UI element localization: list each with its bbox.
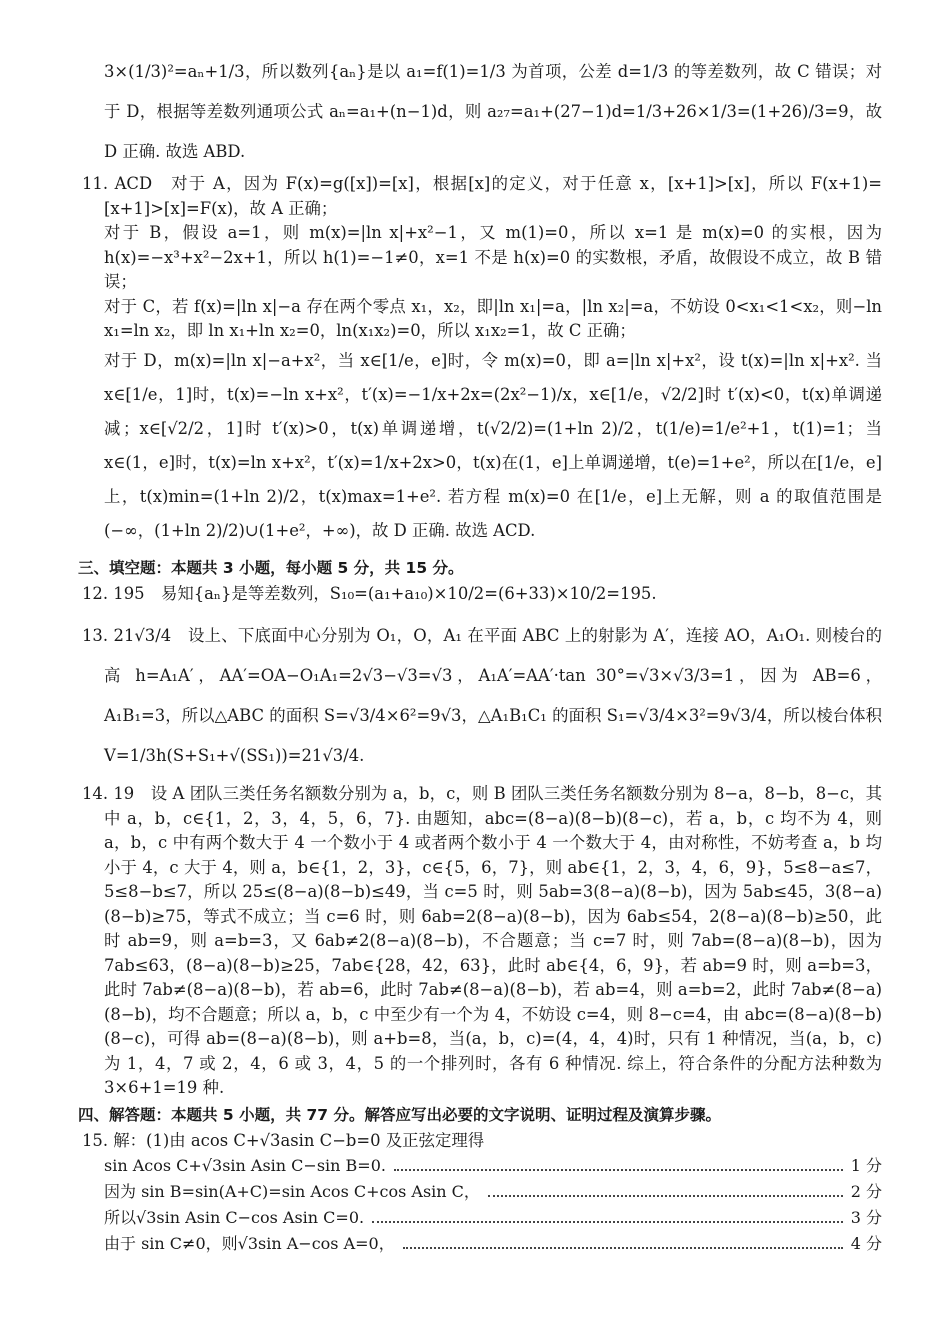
dot-leader: [372, 1221, 843, 1223]
score-line-text: 所以√3sin Asin C−cos Asin C=0.: [104, 1208, 365, 1227]
q15-intro: 15. 解：(1)由 acos C+√3asin C−b=0 及正弦定理得: [82, 1130, 485, 1150]
score-line-text: 由于 sin C≠0，则√3sin A−cos A=0，: [104, 1234, 395, 1253]
dot-leader: [394, 1169, 843, 1171]
score-points: 4 分: [850, 1234, 882, 1253]
score-line: [82, 1153, 882, 1179]
q13-solution: 13. 21√3/4 设上、下底面中心分别为 O₁，O，A₁ 在平面 ABC 上的射影为 A′，连接 AO，A₁O₁. 则棱台的高 h=A₁A′，AA′=OA−O₁A₁=2√3−√3=√3，A₁A′=AA′·tan 30°=√3×√3/3=1，因为 AB=6，A₁B₁=3，所以△ABC 的面积 S=√3/4×6²=9√3，△A₁B₁C₁ 的面积 S₁=√3/4×3²=9√3/4，所以棱台体积 V=1/3h(S+S₁+√(SS₁))=21√3/4.: [82, 626, 882, 765]
dot-leader: [488, 1195, 843, 1197]
q11-solution-b: 对于 B，假设 a=1，则 m(x)=|ln x|+x²−1，又 m(1)=0，所以 x=1 是 m(x)=0 的实根，因为 h(x)=−x³+x²−2x+1，所以 h(1)=−1≠0，x=1 不是 h(x)=0 的实数根，矛盾，故假设不成立，故 B 错误；: [104, 223, 882, 291]
q10-solution-end: 3×(1/3)²=aₙ+1/3，所以数列{aₙ}是以 a₁=f(1)=1/3 为首项，公差 d=1/3 的等差数列，故 C 错误；对于 D，根据等差数列通项公式 aₙ=a₁+(n−1)d，则 a₂₇=a₁+(27−1)d=1/3+26×1/3=(1+26)/3=9，故 D 正确. 故选 ABD.: [104, 62, 882, 161]
score-line: [82, 1179, 882, 1205]
section-heading-solutions: 四、解答题：本题共 5 小题，共 77 分。解答应写出必要的文字说明、证明过程及演算步骤。: [78, 1105, 721, 1124]
section-heading-fill-in: 三、填空题：本题共 3 小题，每小题 5 分，共 15 分。: [78, 558, 464, 577]
q11-solution-d: 对于 D，m(x)=|ln x|−a+x²，当 x∈[1/e，e]时，令 m(x)=0，即 a=|ln x|+x²，设 t(x)=|ln x|+x². 当 x∈[1/e，1]时，t(x)=−ln x+x²，t′(x)=−1/x+2x=(2x²−1)/x，x∈[1/e，√2/2]时 t′(x)<0，t(x)单调递减；x∈[√2/2，1]时 t′(x)>0，t(x)单调递增，t(√2/2)=(1+ln 2)/2，t(1/e)=1/e²+1，t(1)=1；当 x∈(1，e]时，t(x)=ln x+x²，t′(x)=1/x+2x>0，t(x)在(1，e]上单调递增，t(e)=1+e²，所以在[1/e，e]上，t(x)min=(1+ln 2)/2，t(x)max=1+e². 若方程 m(x)=0 在[1/e，e]上无解，则 a 的取值范围是(−∞，(1+ln 2)/2)∪(1+e²，+∞)，故 D 正确. 故选 ACD.: [104, 350, 882, 540]
score-points: 1 分: [850, 1156, 882, 1175]
score-points: 2 分: [850, 1182, 882, 1201]
score-line-text: sin Acos C+√3sin Asin C−sin B=0.: [104, 1156, 386, 1175]
score-points: 3 分: [850, 1208, 882, 1227]
score-line: [82, 1231, 882, 1257]
score-line: [82, 1205, 882, 1231]
score-line-text: 因为 sin B=sin(A+C)=sin Acos C+cos Asin C，: [104, 1182, 480, 1201]
q11-solution-c: 对于 C，若 f(x)=|ln x|−a 存在两个零点 x₁，x₂，即|ln x₁|=a，|ln x₂|=a，不妨设 0<x₁<1<x₂，则−ln x₁=ln x₂，即 ln x₁+ln x₂=0，ln(x₁x₂)=0，所以 x₁x₂=1，故 C 正确；: [104, 296, 882, 340]
q11-solution-a: 11. ACD 对于 A，因为 F(x)=g([x])=[x]，根据[x]的定义，对于任意 x，[x+1]>[x]，所以 F(x+1)=[x+1]>[x]=F(x)，故 A 正确；: [82, 174, 882, 218]
q12-solution: 12. 195 易知{aₙ}是等差数列，S₁₀=(a₁+a₁₀)×10/2=(6+33)×10/2=195.: [82, 583, 657, 603]
q14-solution: 14. 19 设 A 团队三类任务名额数分别为 a，b，c，则 B 团队三类任务名额数分别为 8−a，8−b，8−c，其中 a，b，c∈{1，2，3，4，5，6，7}. 由题知，abc=(8−a)(8−b)(8−c)，若 a，b，c 均不为 4，则 a，b，c 中有两个数大于 4 一个数小于 4 或者两个数小于 4 一个数大于 4，由对称性，不妨考查 a，b 均小于 4，c 大于 4，则 a，b∈{1，2，3}，c∈{5，6，7}，则 ab∈{1，2，3，4，6，9}，5≤8−a≤7，5≤8−b≤7，所以 25≤(8−a)(8−b)≤49，当 c=5 时，则 5ab=3(8−a)(8−b)，因为 5ab≤45，3(8−a)(8−b)≥75，等式不成立；当 c=6 时，则 6ab=2(8−a)(8−b)，因为 6ab≤54，2(8−a)(8−b)≥50，此时 ab=9，则 a=b=3，又 6ab≠2(8−a)(8−b)，不合题意；当 c=7 时，则 7ab=(8−a)(8−b)，因为 7ab≤63，(8−a)(8−b)≥25，7ab∈{28，42，63}，此时 ab∈{4，6，9}，若 ab=9 时，则 a=b=3，此时 7ab≠(8−a)(8−b)，若 ab=6，此时 7ab≠(8−a)(8−b)，若 ab=4，则 a=b=2，此时 7ab≠(8−a)(8−b)，均不合题意；所以 a，b，c 中至少有一个为 4，不妨设 c=4，则 8−c=4，由 abc=(8−a)(8−b)(8−c)，可得 ab=(8−a)(8−b)，则 a+b=8，当(a，b，c)=(4，4，4)时，只有 1 种情况，当(a，b，c)为 1，4，7 或 2，4，6 或 3，4，5 的一个排列时，各有 6 种情况. 综上，符合条件的分配方法种数为 3×6+1=19 种.: [82, 784, 882, 1097]
dot-leader: [403, 1247, 843, 1249]
